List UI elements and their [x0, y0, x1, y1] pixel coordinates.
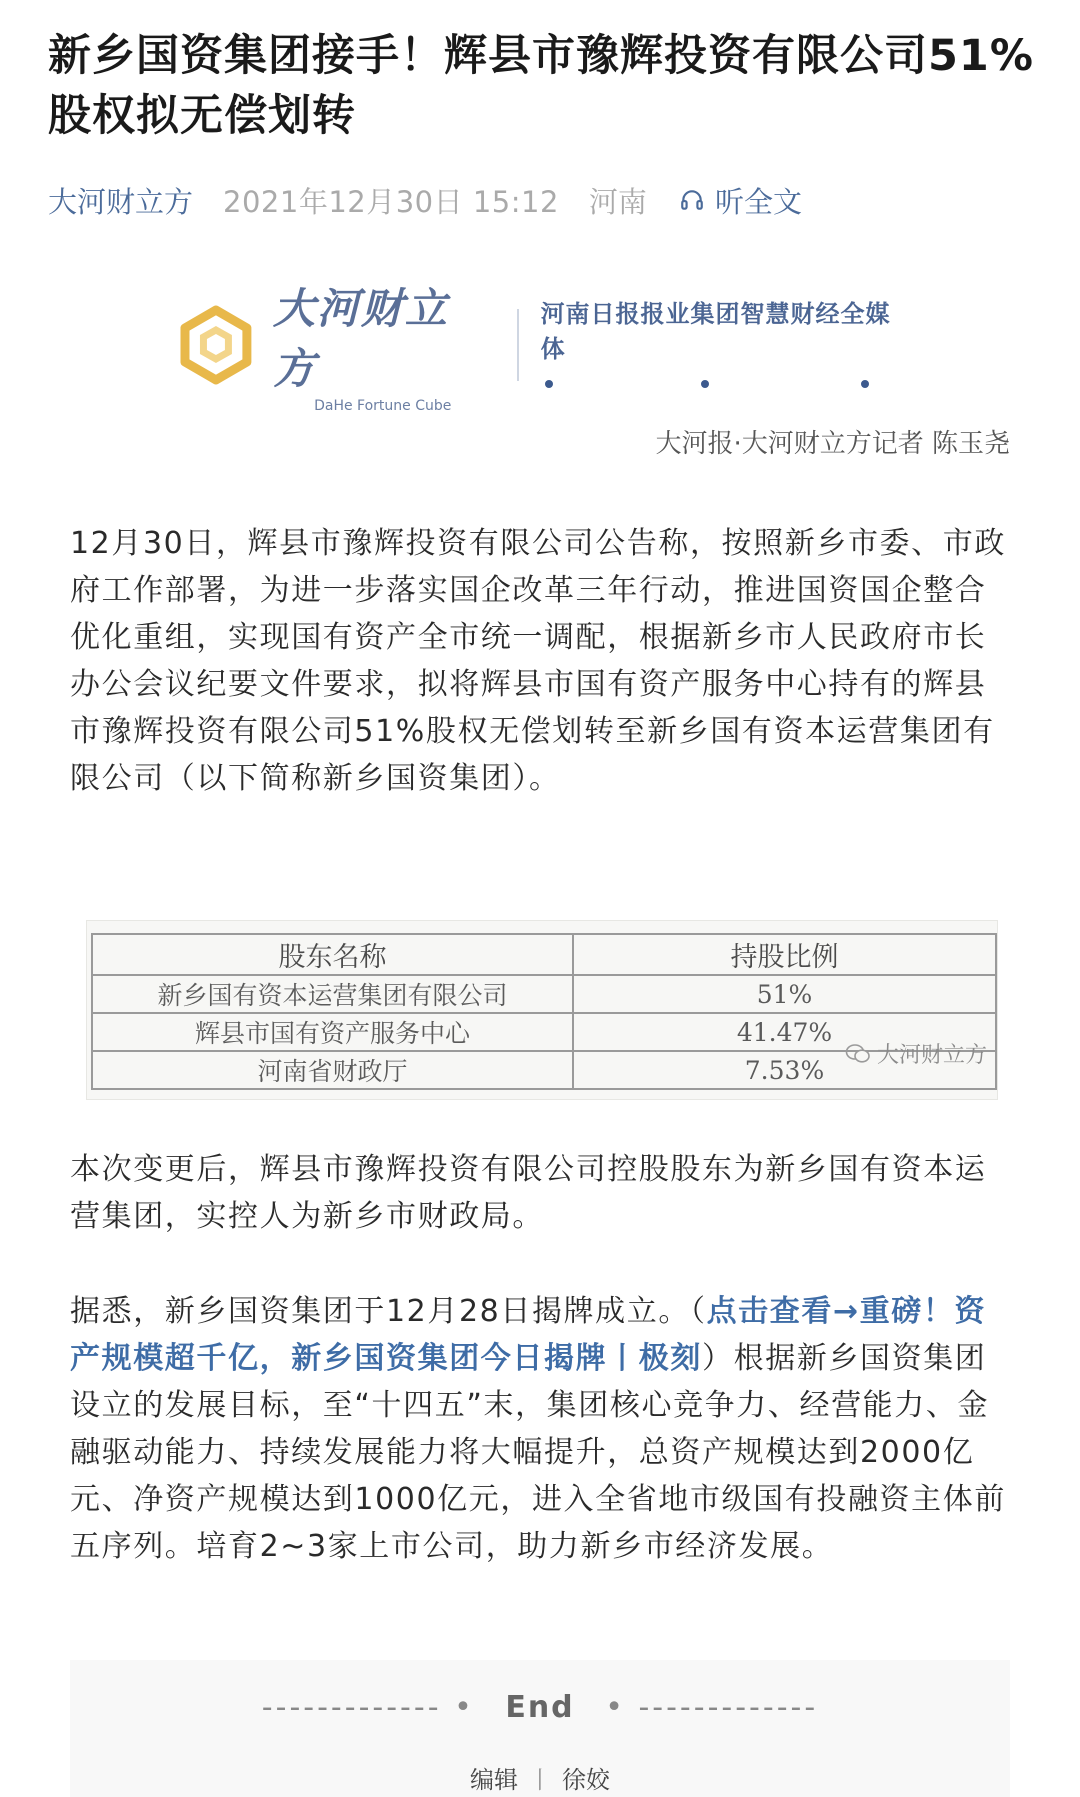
dot-icon	[861, 380, 869, 388]
article-meta	[48, 178, 802, 222]
article-end-section	[70, 1660, 1010, 1797]
article-title: 新乡国资集团接手！辉县市豫辉投资有限公司51%股权拟无偿划转	[48, 31, 1034, 141]
editor-label: 编辑	[470, 1766, 518, 1794]
share-ratio: 51%	[573, 975, 996, 1013]
paragraph-3-intro: 据悉，新乡国资集团于12月28日揭牌成立。（	[70, 1294, 707, 1329]
banner-tagline	[541, 294, 915, 396]
shareholder-name: 河南省财政厅	[92, 1051, 573, 1089]
cube-logo-icon	[175, 304, 257, 386]
dot-icon	[545, 380, 553, 388]
wechat-watermark-icon	[845, 1043, 871, 1065]
brand-banner	[175, 284, 915, 414]
header-share-ratio: 持股比例	[573, 934, 996, 975]
region-label: 河南	[588, 184, 647, 219]
paragraph-3	[70, 1288, 1010, 1570]
reporter-byline: 大河报·大河财立方记者 陈玉尧	[655, 429, 1010, 459]
table-row	[92, 975, 996, 1013]
related-article-link[interactable]: 点击查看→重磅！资产规模超千亿，新乡国资集团今日揭牌丨极刻	[70, 1294, 987, 1376]
tagline-dots	[541, 372, 915, 396]
end-dot-icon: •	[454, 1690, 475, 1725]
source-link[interactable]: 大河财立方	[48, 184, 194, 219]
share-ratio: 41.47%	[573, 1013, 996, 1051]
logo-wordmark	[273, 276, 493, 414]
shareholder-name: 新乡国有资本运营集团有限公司	[92, 975, 573, 1013]
table-header-row	[92, 934, 996, 975]
end-dashes-right: -------------	[638, 1690, 819, 1725]
listen-button[interactable]	[679, 180, 802, 221]
banner-divider	[517, 309, 519, 381]
publish-time: 2021年12月30日 15:12	[223, 184, 559, 219]
logo-english-name: DaHe Fortune Cube	[314, 398, 452, 414]
image-watermark	[845, 1038, 987, 1069]
logo-chinese-name: 大河财立方	[272, 284, 449, 393]
dot-icon	[701, 380, 709, 388]
editor-divider: 丨	[528, 1766, 552, 1794]
paragraph-1: 12月30日，辉县市豫辉投资有限公司公告称，按照新乡市委、市政府工作部署，为进一步落实国企改革三年行动，推进国资国企整合优化重组，实现国有资产全市统一调配，根据新乡市人民政府市长办公会议纪要文件要求，拟将辉县市国有资产服务中心持有的辉县市豫辉投资有限公司51%股权无偿划转至新乡国有资本运营集团有限公司（以下简称新乡国资集团）。	[70, 526, 1006, 796]
watermark-text: 大河财立方	[876, 1043, 987, 1068]
shareholder-name: 辉县市国有资产服务中心	[92, 1013, 573, 1051]
shareholder-table-image	[86, 920, 998, 1100]
paragraph-3-body: ）根据新乡国资集团设立的发展目标，至“十四五”末，集团核心竞争力、经营能力、金融驱动能力、持续发展能力将大幅提升，总资产规模达到2000亿元、净资产规模达到1000亿元，进入全省地市级国有投融资主体前五序列。培育2~3家上市公司，助力新乡市经济发展。	[70, 1341, 1006, 1564]
share-ratio: 7.53%	[573, 1051, 996, 1089]
end-label: End	[505, 1690, 575, 1725]
paragraph-2: 本次变更后，辉县市豫辉投资有限公司控股股东为新乡国有资本运营集团，实控人为新乡市财政局。	[70, 1152, 987, 1234]
end-marker	[70, 1690, 1010, 1725]
listen-label: 听全文	[714, 184, 802, 219]
editor-name: 徐姣	[562, 1766, 610, 1794]
end-dashes-left: -------------	[261, 1690, 442, 1725]
header-shareholder-name: 股东名称	[92, 934, 573, 975]
headphones-icon	[679, 187, 705, 213]
tagline-text: 河南日报报业集团智慧财经全媒体	[540, 300, 891, 363]
end-dot-icon: •	[605, 1690, 626, 1725]
editor-credit	[70, 1760, 1010, 1795]
